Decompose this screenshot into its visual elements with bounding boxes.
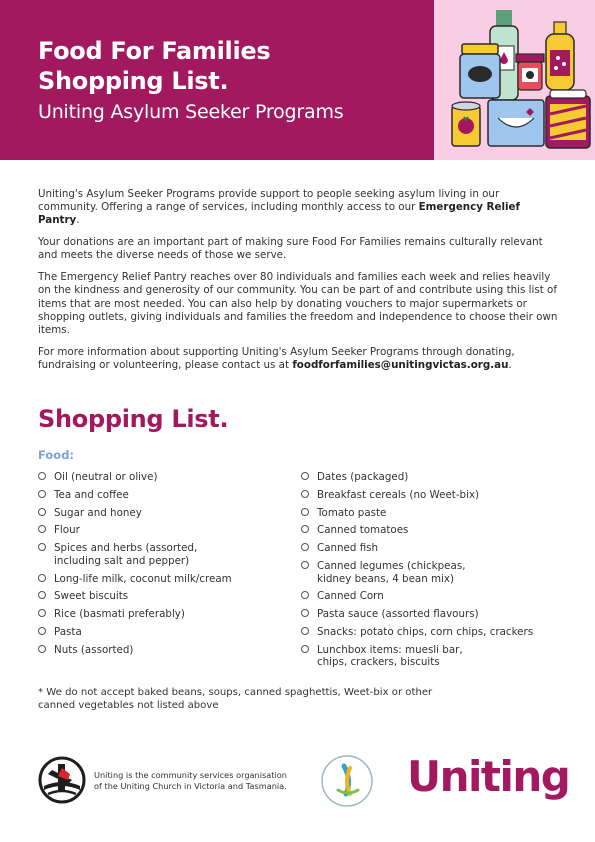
food-category-label: Food: bbox=[38, 448, 75, 462]
list-item: Tea and coffee bbox=[38, 489, 288, 502]
list-item: Canned fish bbox=[301, 542, 551, 555]
list-item: Dates (packaged) bbox=[301, 471, 551, 484]
org-description: Uniting is the community services organisation of the Uniting Church in Victoria and Tasmania. bbox=[94, 770, 287, 791]
shopping-list-left-column bbox=[38, 471, 288, 661]
list-item: Pasta bbox=[38, 626, 288, 639]
intro-paragraph-1: Uniting's Asylum Seeker Programs provide support to people seeking asylum living in our community. Offering a range of services, including monthly access to our Emergency Relief Pantry. bbox=[38, 188, 520, 227]
circle-bullet-icon bbox=[301, 627, 309, 635]
circle-bullet-icon bbox=[301, 543, 309, 551]
intro-section bbox=[38, 188, 558, 381]
intro-paragraph-2: Your donations are an important part of making sure Food For Families remains culturally relevant and meets the diverse needs of those we serve. bbox=[38, 236, 543, 262]
circle-bullet-icon bbox=[38, 472, 46, 480]
uniting-brand-wordmark: Uniting bbox=[407, 752, 570, 801]
circle-bullet-icon bbox=[301, 508, 309, 516]
charity-seal-icon bbox=[320, 754, 374, 808]
groceries-illustration bbox=[434, 0, 595, 160]
circle-bullet-icon bbox=[301, 472, 309, 480]
uniting-church-logo bbox=[38, 756, 86, 804]
list-item: Flour bbox=[38, 524, 288, 537]
circle-bullet-icon bbox=[301, 561, 309, 569]
list-item: Long-life milk, coconut milk/cream bbox=[38, 573, 288, 586]
list-item: Pasta sauce (assorted flavours) bbox=[301, 608, 551, 621]
list-item: Breakfast cereals (no Weet-bix) bbox=[301, 489, 551, 502]
circle-bullet-icon bbox=[38, 627, 46, 635]
list-item: Sweet biscuits bbox=[38, 590, 288, 603]
list-item: Canned legumes (chickpeas, kidney beans, 4 bean mix) bbox=[301, 560, 486, 585]
list-item: Nuts (assorted) bbox=[38, 644, 288, 657]
page-subtitle: Uniting Asylum Seeker Programs bbox=[38, 101, 344, 123]
circle-bullet-icon bbox=[301, 490, 309, 498]
shopping-list-heading: Shopping List. bbox=[38, 405, 229, 433]
intro-paragraph-4: For more information about supporting Uniting's Asylum Seeker Programs through donating, fundraising or volunteering, please contact us at foodforfamilies@unitingvictas.org.au. bbox=[38, 345, 515, 372]
list-item: Oil (neutral or olive) bbox=[38, 471, 288, 484]
circle-bullet-icon bbox=[38, 490, 46, 498]
circle-bullet-icon bbox=[38, 645, 46, 653]
page-title bbox=[38, 36, 270, 96]
title-line-2: Shopping List. bbox=[38, 67, 229, 95]
groceries-icon bbox=[434, 0, 595, 160]
circle-bullet-icon bbox=[38, 508, 46, 516]
circle-bullet-icon bbox=[301, 609, 309, 617]
list-item: Snacks: potato chips, corn chips, crackers bbox=[301, 626, 551, 639]
list-item: Sugar and honey bbox=[38, 507, 288, 520]
exclusion-note: * We do not accept baked beans, soups, canned spaghettis, Weet-bix or other canned vegetables not listed above bbox=[38, 687, 433, 711]
registered-charity-badge bbox=[320, 754, 374, 808]
circle-bullet-icon bbox=[301, 645, 309, 653]
list-item: Rice (basmati preferably) bbox=[38, 608, 288, 621]
list-item: Canned tomatoes bbox=[301, 524, 551, 537]
circle-bullet-icon bbox=[38, 591, 46, 599]
circle-bullet-icon bbox=[301, 591, 309, 599]
circle-bullet-icon bbox=[38, 543, 46, 551]
circle-bullet-icon bbox=[301, 525, 309, 533]
shopping-list-right-column bbox=[301, 471, 551, 674]
pantry-name: Emergency Relief Pantry bbox=[38, 201, 520, 227]
circle-bullet-icon bbox=[38, 525, 46, 533]
title-line-1: Food For Families bbox=[38, 37, 271, 65]
list-item: Canned Corn bbox=[301, 590, 551, 603]
intro-paragraph-3: The Emergency Relief Pantry reaches over 80 individuals and families each week and relies heavily on the kindness and generosity of our community. You can be part of and contribute using this list of items that are most needed. You can also help by donating vouchers to major supermarkets or shopping outlets, giving individuals and families the freedom and independence to choose their own items. bbox=[38, 271, 558, 337]
list-item: Tomato paste bbox=[301, 507, 551, 520]
list-item: Lunchbox items: muesli bar, chips, crackers, biscuits bbox=[301, 644, 471, 669]
list-item: Spices and herbs (assorted, including salt and pepper) bbox=[38, 542, 213, 567]
circle-bullet-icon bbox=[38, 609, 46, 617]
circle-bullet-icon bbox=[38, 574, 46, 582]
header-banner bbox=[0, 0, 595, 160]
church-cross-icon bbox=[38, 756, 86, 804]
contact-email[interactable]: foodforfamilies@unitingvictas.org.au bbox=[292, 359, 509, 372]
